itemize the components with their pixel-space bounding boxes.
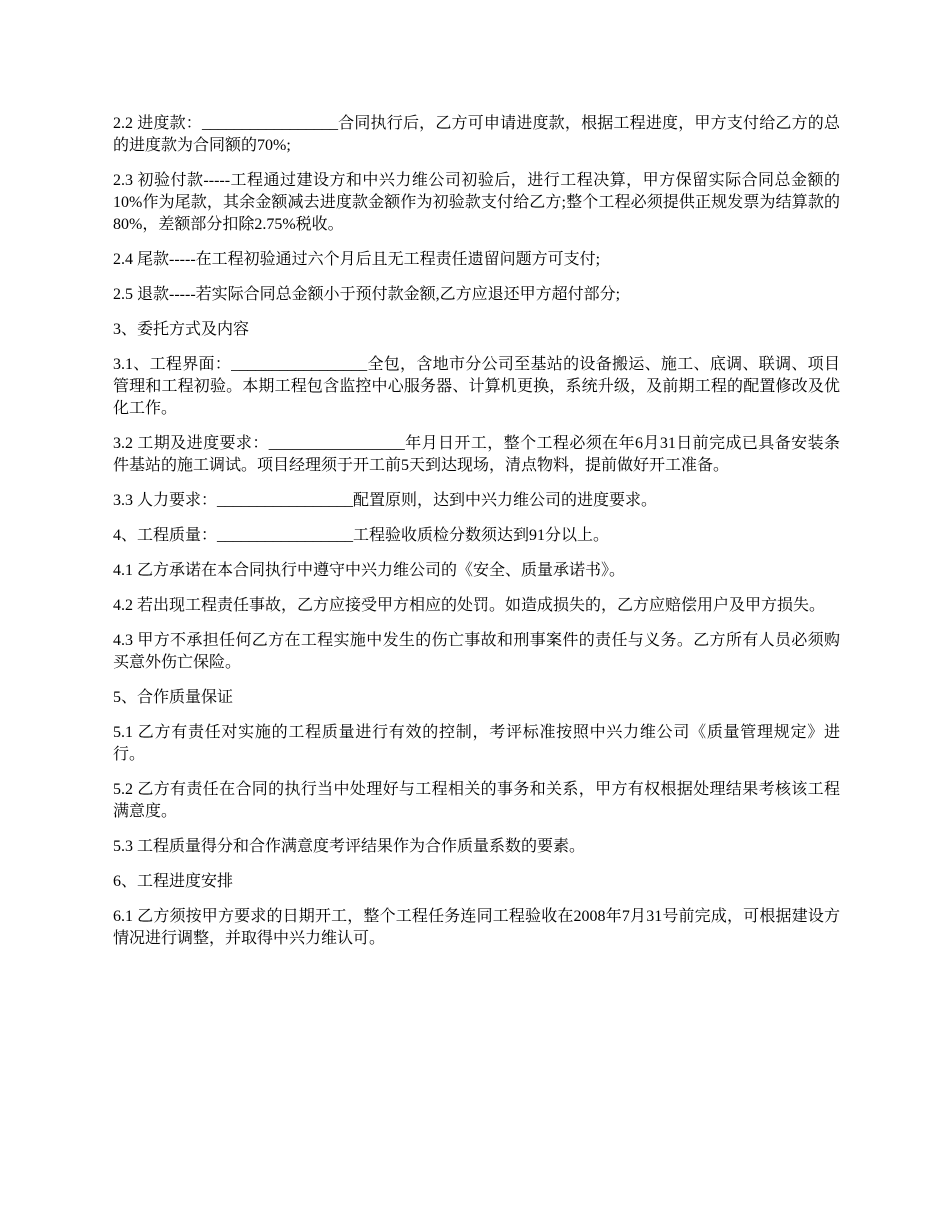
clause-5-3: 5.3 工程质量得分和合作满意度考评结果作为合作质量系数的要素。 bbox=[113, 838, 586, 855]
clause-3-2-schedule: 3.2 工期及进度要求：_________________年月日开工，整个工程必须在年6月31日前完成已具备安装条件基站的施工调试。项目经理须于开工前5天到达现场，清点物料，提前做好开工准备。 bbox=[113, 435, 840, 474]
clause-5-2: 5.2 乙方有责任在合同的执行当中处理好与工程相关的事务和关系，甲方有权根据处理结果考核该工程满意度。 bbox=[113, 781, 840, 820]
clause-4-2: 4.2 若出现工程责任事故，乙方应接受甲方相应的处罚。如造成损失的，乙方应赔偿用户及甲方损失。 bbox=[113, 597, 826, 614]
clause-3-1-scope: 3.1、工程界面：_________________全包，含地市分公司至基站的设备搬运、施工、底调、联调、项目管理和工程初验。本期工程包含监控中心服务器、计算机更换，系统升级，及前期工程的配置修改及优化工作。 bbox=[113, 356, 840, 417]
clause-2-3-initial-acceptance-payment: 2.3 初验付款-----工程通过建设方和中兴力维公司初验后，进行工程决算，甲方保留实际合同总金额的10%作为尾款，其余金额减去进度款金额作为初验款支付给乙方;整个工程必须提供正规发票为结算款的80%，差额部分扣除2.75%税收。 bbox=[113, 172, 840, 233]
clause-4-3: 4.3 甲方不承担任何乙方在工程实施中发生的伤亡事故和刑事案件的责任与义务。乙方所有人员必须购买意外伤亡保险。 bbox=[113, 632, 840, 671]
section-5-heading: 5、合作质量保证 bbox=[113, 689, 234, 706]
section-4-quality: 4、工程质量：_________________工程验收质检分数须达到91分以上。 bbox=[113, 527, 610, 544]
clause-2-4-final-payment: 2.4 尾款-----在工程初验通过六个月后且无工程责任遗留问题方可支付; bbox=[113, 251, 601, 268]
section-3-heading: 3、委托方式及内容 bbox=[113, 321, 250, 338]
clause-5-1: 5.1 乙方有责任对实施的工程质量进行有效的控制，考评标准按照中兴力维公司《质量管理规定》进行。 bbox=[113, 724, 840, 763]
section-6-heading: 6、工程进度安排 bbox=[113, 873, 234, 890]
clause-3-3-manpower: 3.3 人力要求：_________________配置原则，达到中兴力维公司的进度要求。 bbox=[113, 492, 658, 509]
clause-2-2-progress-payment: 2.2 进度款：_________________合同执行后，乙方可申请进度款，根据工程进度，甲方支付给乙方的总的进度款为合同额的70%; bbox=[113, 115, 840, 154]
clause-2-5-refund: 2.5 退款-----若实际合同总金额小于预付款金额,乙方应退还甲方超付部分; bbox=[113, 286, 621, 303]
document-page bbox=[113, 113, 840, 963]
clause-6-1: 6.1 乙方须按甲方要求的日期开工，整个工程任务连同工程验收在2008年7月31号前完成，可根据建设方情况进行调整，并取得中兴力维认可。 bbox=[113, 908, 840, 947]
clause-4-1: 4.1 乙方承诺在本合同执行中遵守中兴力维公司的《安全、质量承诺书》。 bbox=[113, 562, 626, 579]
